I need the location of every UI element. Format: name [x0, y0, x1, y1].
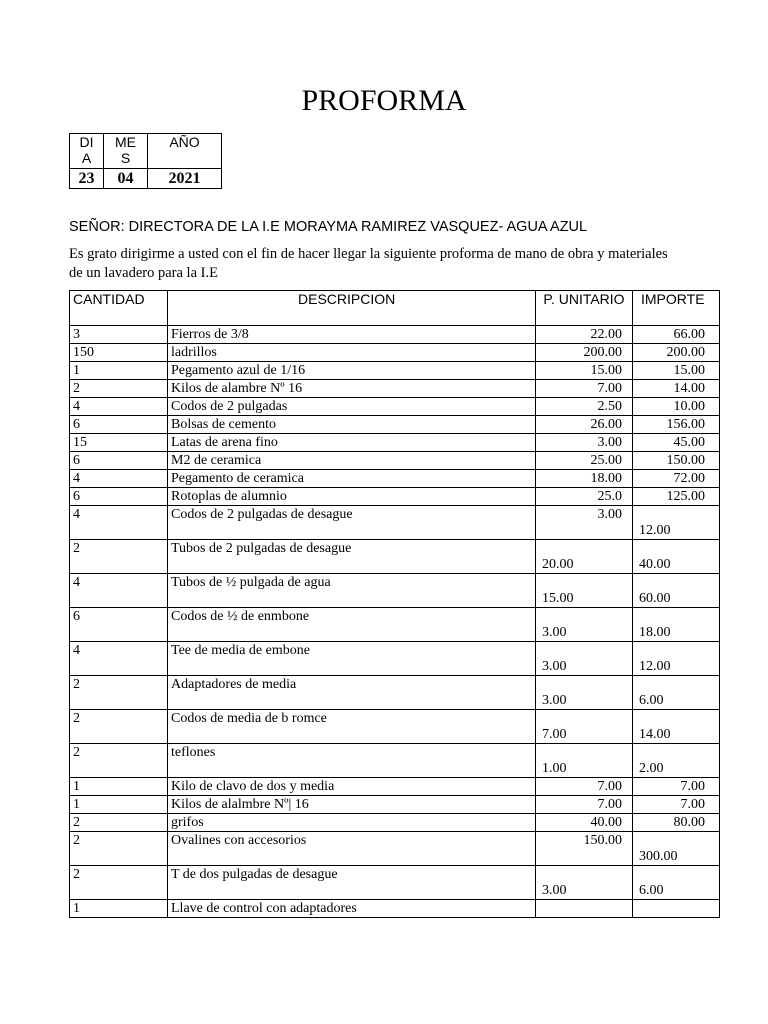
table-row — [70, 452, 720, 470]
cell-cantidad: 6 — [70, 608, 168, 642]
cell-importe — [633, 744, 720, 778]
cell-importe: 45.00 — [633, 434, 720, 452]
header-p-unitario: P. UNITARIO — [536, 291, 633, 326]
date-mes: 04 — [104, 169, 148, 189]
table-row — [70, 796, 720, 814]
cell-cantidad: 2 — [70, 676, 168, 710]
cell-importe — [633, 866, 720, 900]
cell-descripcion: Llave de control con adaptadores — [168, 900, 536, 918]
cell-p-unitario: 25.00 — [536, 452, 633, 470]
cell-importe — [633, 900, 720, 918]
cell-importe — [633, 642, 720, 676]
cell-importe: 150.00 — [633, 452, 720, 470]
cell-p-unitario-value: 15.00 — [542, 591, 574, 606]
cell-p-unitario — [536, 574, 633, 608]
addressee: SEÑOR: DIRECTORA DE LA I.E MORAYMA RAMIREZ VASQUEZ- AGUA AZUL — [69, 219, 588, 235]
cell-importe — [633, 710, 720, 744]
table-row — [70, 642, 720, 676]
cell-cantidad: 3 — [70, 326, 168, 344]
table-row — [70, 676, 720, 710]
header-cantidad: CANTIDAD — [70, 291, 168, 326]
cell-importe: 15.00 — [633, 362, 720, 380]
cell-importe: 66.00 — [633, 326, 720, 344]
cell-cantidad: 4 — [70, 470, 168, 488]
cell-p-unitario-value: 1.00 — [542, 761, 567, 776]
cell-cantidad: 150 — [70, 344, 168, 362]
cell-importe — [633, 540, 720, 574]
cell-descripcion: Codos de media de b romce — [168, 710, 536, 744]
table-row — [70, 574, 720, 608]
cell-descripcion: Kilo de clavo de dos y media — [168, 778, 536, 796]
table-row — [70, 540, 720, 574]
cell-cantidad: 2 — [70, 540, 168, 574]
date-dia: 23 — [70, 169, 104, 189]
table-row — [70, 434, 720, 452]
cell-importe-value: 18.00 — [639, 625, 671, 640]
table-row — [70, 778, 720, 796]
cell-p-unitario: 150.00 — [536, 832, 633, 866]
cell-descripcion: Latas de arena fino — [168, 434, 536, 452]
table-row — [70, 380, 720, 398]
cell-cantidad: 1 — [70, 778, 168, 796]
cell-importe: 72.00 — [633, 470, 720, 488]
date-header-anio: AÑO — [148, 134, 222, 169]
cell-descripcion: Tubos de 2 pulgadas de desague — [168, 540, 536, 574]
cell-p-unitario: 40.00 — [536, 814, 633, 832]
cell-descripcion: Ovalines con accesorios — [168, 832, 536, 866]
cell-importe-value: 300.00 — [639, 849, 678, 864]
date-table — [69, 133, 222, 189]
header-descripcion: DESCRIPCION — [168, 291, 536, 326]
table-row — [70, 832, 720, 866]
date-header-dia: DI A — [70, 134, 104, 169]
cell-importe-value: 12.00 — [639, 523, 671, 538]
items-table — [69, 290, 720, 918]
table-row — [70, 710, 720, 744]
cell-p-unitario: 25.0 — [536, 488, 633, 506]
cell-descripcion: grifos — [168, 814, 536, 832]
cell-cantidad: 4 — [70, 642, 168, 676]
cell-p-unitario — [536, 676, 633, 710]
cell-descripcion: Codos de ½ de enmbone — [168, 608, 536, 642]
cell-p-unitario: 3.00 — [536, 434, 633, 452]
cell-descripcion: Bolsas de cemento — [168, 416, 536, 434]
cell-importe — [633, 506, 720, 540]
cell-descripcion: Pegamento de ceramica — [168, 470, 536, 488]
cell-importe — [633, 676, 720, 710]
cell-importe — [633, 574, 720, 608]
header-importe: IMPORTE — [633, 291, 720, 326]
table-row — [70, 398, 720, 416]
table-row — [70, 470, 720, 488]
cell-p-unitario-value: 3.00 — [542, 693, 567, 708]
cell-descripcion: ladrillos — [168, 344, 536, 362]
cell-descripcion: Tee de media de embone — [168, 642, 536, 676]
cell-descripcion: Adaptadores de media — [168, 676, 536, 710]
table-row — [70, 416, 720, 434]
cell-p-unitario: 15.00 — [536, 362, 633, 380]
cell-descripcion: T de dos pulgadas de desague — [168, 866, 536, 900]
table-row — [70, 814, 720, 832]
cell-p-unitario: 18.00 — [536, 470, 633, 488]
cell-importe: 156.00 — [633, 416, 720, 434]
cell-p-unitario: 26.00 — [536, 416, 633, 434]
cell-descripcion: Codos de 2 pulgadas — [168, 398, 536, 416]
page-title: PROFORMA — [301, 84, 467, 117]
cell-p-unitario — [536, 642, 633, 676]
cell-importe-value: 40.00 — [639, 557, 671, 572]
cell-p-unitario-value: 20.00 — [542, 557, 574, 572]
intro-paragraph: Es grato dirigirme a usted con el fin de hacer llegar la siguiente proforma de mano de obra y materiales de un lavadero para la I.E — [69, 246, 668, 281]
cell-descripcion: Tubos de ½ pulgada de agua — [168, 574, 536, 608]
cell-cantidad: 2 — [70, 380, 168, 398]
table-row — [70, 362, 720, 380]
cell-cantidad: 4 — [70, 574, 168, 608]
cell-p-unitario-value: 3.00 — [542, 625, 567, 640]
cell-importe — [633, 832, 720, 866]
cell-cantidad: 2 — [70, 832, 168, 866]
cell-cantidad: 2 — [70, 866, 168, 900]
cell-importe: 125.00 — [633, 488, 720, 506]
cell-cantidad: 2 — [70, 744, 168, 778]
cell-descripcion: Pegamento azul de 1/16 — [168, 362, 536, 380]
cell-p-unitario-value: 3.00 — [542, 883, 567, 898]
cell-importe-value: 12.00 — [639, 659, 671, 674]
cell-p-unitario — [536, 900, 633, 918]
cell-p-unitario: 200.00 — [536, 344, 633, 362]
table-row — [70, 488, 720, 506]
cell-cantidad: 15 — [70, 434, 168, 452]
cell-p-unitario: 7.00 — [536, 380, 633, 398]
table-row — [70, 866, 720, 900]
cell-p-unitario — [536, 866, 633, 900]
cell-importe-value: 60.00 — [639, 591, 671, 606]
cell-importe: 10.00 — [633, 398, 720, 416]
cell-cantidad: 1 — [70, 362, 168, 380]
cell-descripcion: M2 de ceramica — [168, 452, 536, 470]
cell-p-unitario — [536, 540, 633, 574]
cell-p-unitario-value: 7.00 — [542, 727, 567, 742]
table-row — [70, 344, 720, 362]
cell-importe: 80.00 — [633, 814, 720, 832]
cell-p-unitario — [536, 710, 633, 744]
cell-importe — [633, 608, 720, 642]
cell-p-unitario: 22.00 — [536, 326, 633, 344]
cell-importe: 7.00 — [633, 778, 720, 796]
cell-descripcion: Kilos de alalmbre Nº| 16 — [168, 796, 536, 814]
cell-importe: 200.00 — [633, 344, 720, 362]
cell-p-unitario — [536, 608, 633, 642]
cell-cantidad: 4 — [70, 398, 168, 416]
table-row — [70, 900, 720, 918]
cell-p-unitario: 3.00 — [536, 506, 633, 540]
date-header-mes: ME S — [104, 134, 148, 169]
cell-importe-value: 6.00 — [639, 883, 664, 898]
cell-cantidad: 2 — [70, 710, 168, 744]
cell-importe-value: 14.00 — [639, 727, 671, 742]
cell-descripcion: Kilos de alambre Nº 16 — [168, 380, 536, 398]
table-row — [70, 506, 720, 540]
table-row — [70, 326, 720, 344]
cell-descripcion: teflones — [168, 744, 536, 778]
cell-p-unitario: 7.00 — [536, 778, 633, 796]
cell-descripcion: Fierros de 3/8 — [168, 326, 536, 344]
cell-p-unitario-value: 3.00 — [542, 659, 567, 674]
cell-cantidad: 6 — [70, 416, 168, 434]
table-row — [70, 744, 720, 778]
cell-cantidad: 2 — [70, 814, 168, 832]
cell-cantidad: 1 — [70, 796, 168, 814]
cell-p-unitario — [536, 744, 633, 778]
cell-importe: 14.00 — [633, 380, 720, 398]
cell-p-unitario: 2.50 — [536, 398, 633, 416]
cell-cantidad: 6 — [70, 488, 168, 506]
cell-p-unitario: 7.00 — [536, 796, 633, 814]
table-row — [70, 608, 720, 642]
cell-cantidad: 6 — [70, 452, 168, 470]
cell-importe-value: 6.00 — [639, 693, 664, 708]
cell-cantidad: 1 — [70, 900, 168, 918]
date-anio: 2021 — [148, 169, 222, 189]
cell-cantidad: 4 — [70, 506, 168, 540]
cell-descripcion: Rotoplas de alumnio — [168, 488, 536, 506]
cell-descripcion: Codos de 2 pulgadas de desague — [168, 506, 536, 540]
cell-importe-value: 2.00 — [639, 761, 664, 776]
cell-importe: 7.00 — [633, 796, 720, 814]
